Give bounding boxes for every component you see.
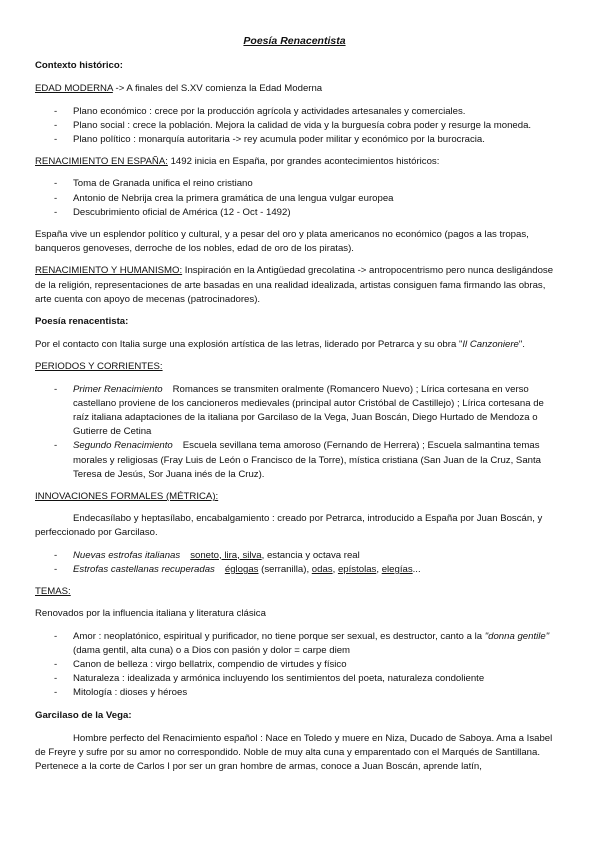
nuevas-estrofas-underlined: soneto, lira, silva [190, 549, 262, 561]
list-item: - Naturaleza : idealizada y armónica incluyendo los sentimientos del poeta, naturaleza condoliente [73, 672, 554, 686]
humanismo-label: RENACIMIENTO Y HUMANISMO: [35, 265, 183, 277]
list-item: - Plano económico : crece por la producción agrícola y actividades artesanales y comerciales. [73, 105, 554, 119]
temas-heading: TEMAS: [35, 586, 71, 598]
contexto-heading: Contexto histórico: [35, 60, 123, 72]
recup-sep-1: (serranilla), [258, 563, 312, 575]
list-item: - Antonio de Nebrija crea la primera gramática de una lengua vulgar europea [73, 192, 554, 206]
nuevas-estrofas-rest: , estancia y octava real [261, 549, 360, 561]
canzoniere-title: Il Canzoniere [462, 339, 519, 351]
list-item: - Plano político : monarquía autoritaria -> rey acumula poder militar y económico por la burocracia. [73, 133, 554, 147]
renacimiento-espana-paragraph [35, 155, 554, 169]
hechos-list [35, 177, 554, 220]
odas-text: odas [311, 563, 333, 575]
recup-end: ... [412, 563, 421, 575]
periodos-heading: PERIODOS Y CORRIENTES: [35, 361, 163, 373]
list-item [73, 383, 554, 440]
list-item: - Plano social : crece la población. Mejora la calidad de vida y la burguesía cobra poder y resurge la moneda. [73, 119, 554, 133]
renacimiento-espana-label: RENACIMIENTO EN ESPAÑA: [35, 156, 168, 168]
periodo-text: Romances se transmiten oralmente (Romancero Nuevo) ; Lírica cortesana en verso castellano proviene de los cancioneros medievales (principal autor Cristóbal de Castillejo) ; Lírica cortesana de raíz italiana adaptaciones de la italiana por Garcilaso de la Vega, Juan Boscán, Diego Hurtado de Mendoza o Gutierre de Cetina [73, 383, 544, 438]
epistolas-text: epístolas [337, 563, 377, 575]
estrofas-recuperadas-label: Estrofas castellanas recuperadas [73, 563, 215, 575]
edad-moderna-text: -> A finales del S.XV comienza la Edad Moderna [112, 83, 323, 95]
renacimiento-espana-text: 1492 inicia en España, por grandes acontecimientos históricos: [167, 156, 440, 168]
planos-list [35, 105, 554, 148]
list-item [73, 439, 554, 482]
poesia-heading: Poesía renacentista: [35, 316, 129, 328]
recup-sep-2: , [332, 563, 338, 575]
nuevas-estrofas-label: Nuevas estrofas italianas [73, 549, 181, 561]
eglogas-text: églogas [224, 563, 259, 575]
poesia-text: Por el contacto con Italia surge una explosión artística de las letras, liderado por Petrarca y su obra " [35, 339, 463, 351]
garcilaso-paragraph: Hombre perfecto del Renacimiento español : Nace en Toledo y muere en Niza, Ducado de Saboya. Ama a Isabel de Freyre y sufre por su amor no correspondido. Noble de muy alta cuna y emparentado con el Marqués de Santillana. Pertenece a la corte de Carlos I por ser un gran hombre de armas, conoce a Juan Boscán, aprende latín, [35, 732, 553, 773]
poesia-paragraph [35, 338, 554, 352]
amor-text: Amor : neoplatónico, espiritual y purificador, no tiene porque ser sexual, es destructor, canto a la [73, 630, 485, 642]
espana-paragraph: España vive un esplendor político y cultural, y a pesar del oro y plata americanos no económico (pagos a las tropas, banqueros genoveses, derroche de los nobles, edad de oro de los piratas). [35, 229, 529, 255]
list-item [73, 630, 554, 658]
poesia-text-end: ". [518, 339, 525, 351]
list-item [73, 549, 554, 563]
recup-sep-3: , [376, 563, 382, 575]
temas-intro: Renovados por la influencia italiana y literatura clásica [35, 608, 266, 620]
periodos-list [35, 383, 554, 482]
elegias-text: elegías [381, 563, 413, 575]
innovaciones-heading: INNOVACIONES FORMALES (MÉTRICA): [35, 491, 219, 503]
estrofas-list [35, 549, 554, 577]
list-item: - Mitología : dioses y héroes [73, 686, 554, 700]
temas-list [35, 630, 554, 701]
garcilaso-heading: Garcilaso de la Vega: [35, 709, 132, 721]
innovaciones-paragraph: Endecasílabo y heptasílabo, encabalgamiento : creado por Petrarca, introducido a España por Juan Boscán, y perfeccionado por Garcilaso. [35, 513, 543, 539]
periodo-text: Escuela sevillana tema amoroso (Fernando de Herrera) ; Escuela salmantina temas morales y religiosas (Fray Luis de León o Francisco de la Torre), mística cristiana (San Juan de la Cruz, Santa Teresa de Jesús, Sor Juana inés de la Cruz). [73, 440, 541, 480]
list-item: - Descubrimiento oficial de América (12 - Oct - 1492) [73, 206, 554, 220]
periodo-name: Segundo Renacimiento [73, 440, 173, 452]
edad-moderna-label: EDAD MODERNA [35, 83, 113, 95]
donna-gentile: "donna gentile" [484, 630, 550, 642]
edad-moderna-paragraph [35, 82, 554, 96]
page-title: Poesía Renacentista [243, 35, 346, 47]
list-item [73, 563, 554, 577]
amor-text-end: (dama gentil, alta cuna) o a Dios con pasión y dolor = carpe diem [73, 644, 351, 656]
humanismo-paragraph [35, 264, 554, 307]
humanismo-text: Inspiración en la Antigüedad grecolatina -> antropocentrismo pero nunca desligándose de la religión, representaciones de arte basadas en una realidad idealizada, artistas consiguen fama firmando las obras, arte cuenta con apoyo de mecenas (patrocinadores). [35, 265, 554, 305]
list-item: - Toma de Granada unifica el reino cristiano [73, 177, 554, 191]
list-item: - Canon de belleza : virgo bellatrix, compendio de virtudes y físico [73, 658, 554, 672]
periodo-name: Primer Renacimiento [73, 383, 163, 395]
